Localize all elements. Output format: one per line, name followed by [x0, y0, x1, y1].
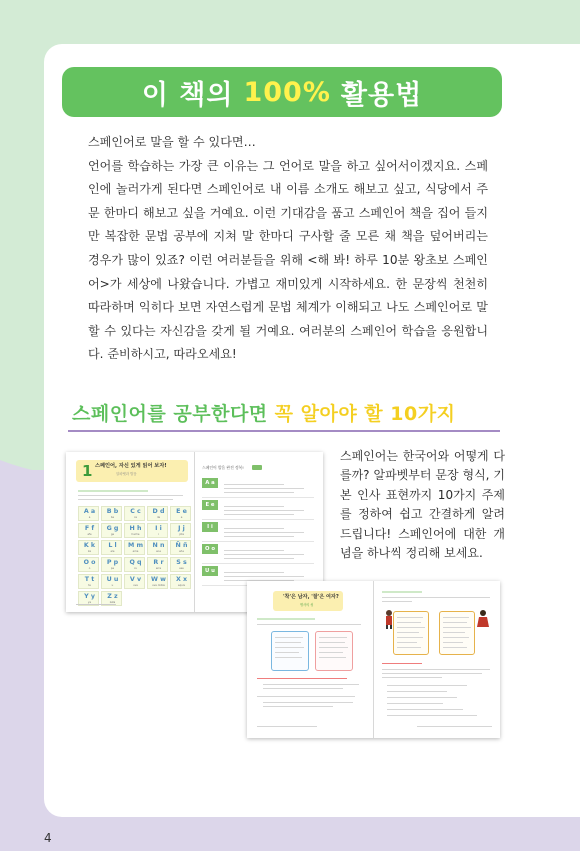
text-line — [275, 642, 301, 643]
alphabet-letter: B b — [106, 508, 119, 515]
title-banner — [62, 67, 502, 117]
alphabet-tile — [170, 540, 191, 555]
text-line — [387, 691, 447, 692]
section-description: 스페인어는 한국어와 어떻게 다를까? 알파벳부터 문장 형식, 기본 인사 표현까지 10가지 주제를 정하여 쉽고 간결하게 알려드립니다! 스페인어에 대한 개념을 하나씩 정리해 보세요. — [340, 449, 505, 561]
alphabet-tile — [147, 523, 168, 538]
alphabet-name: jota — [179, 533, 184, 536]
text-line — [275, 637, 303, 638]
text-line — [397, 632, 419, 633]
alphabet-name: cu — [133, 567, 138, 570]
alphabet-name: ka — [87, 550, 92, 553]
alphabet-letter: Ñ ñ — [175, 542, 188, 549]
vowel-box: I i — [202, 522, 218, 532]
text-line — [397, 637, 423, 638]
alphabet-tile — [124, 557, 145, 572]
alphabet-tile — [101, 523, 122, 538]
text-line — [224, 514, 294, 515]
alphabet-tile — [124, 574, 145, 589]
text-line — [443, 622, 467, 623]
alphabet-letter: U u — [106, 576, 119, 583]
alphabet-letter: I i — [155, 525, 162, 532]
text-line — [263, 702, 353, 703]
vowel-box: O o — [202, 544, 218, 554]
text-line — [397, 647, 421, 648]
text-line — [224, 572, 284, 573]
alphabet-name: a — [88, 516, 91, 519]
lesson-subtitle: 명사의 성 — [300, 603, 314, 607]
text-line — [224, 576, 304, 577]
alphabet-name: uve — [133, 584, 138, 587]
text-line — [257, 624, 361, 625]
vowel-box: A a — [202, 478, 218, 488]
row-divider — [202, 541, 314, 542]
alphabet-letter: F f — [84, 525, 95, 532]
row-divider — [202, 563, 314, 564]
text-line — [443, 632, 465, 633]
alphabet-letter: S s — [176, 559, 187, 566]
alphabet-name: eñe — [179, 550, 184, 553]
alphabet-name: equis — [178, 584, 185, 587]
alphabet-letter: K k — [83, 542, 96, 549]
text-line — [382, 601, 412, 602]
alphabet-tile — [101, 540, 122, 555]
alphabet-tile — [124, 523, 145, 538]
text-line — [224, 492, 294, 493]
section-heading-prefix: 스페인어를 공부한다면 — [72, 402, 268, 425]
alphabet-name: te — [88, 584, 91, 587]
alphabet-tile — [78, 540, 99, 555]
alphabet-tile — [147, 506, 168, 521]
text-line — [397, 642, 417, 643]
text-line — [319, 642, 345, 643]
alphabet-tile — [78, 506, 99, 521]
text-line — [319, 657, 346, 658]
lesson-number: 1 — [82, 462, 93, 480]
alphabet-name: eme — [132, 550, 139, 553]
right-page-header: 스페인어 발음 완전 정복! — [202, 465, 244, 470]
alphabet-tile — [101, 574, 122, 589]
vowel-box: U u — [202, 566, 218, 576]
alphabet-letter: A a — [83, 508, 96, 515]
lesson-title: 스페인어, 자신 있게 읽어 보자! — [95, 463, 167, 469]
text-line — [257, 726, 317, 727]
alphabet-letter: J j — [178, 525, 185, 532]
text-line — [224, 550, 284, 551]
alphabet-letter: R r — [153, 559, 164, 566]
alphabet-letter: O o — [83, 559, 96, 566]
alphabet-letter: W w — [151, 576, 166, 583]
alphabet-letter: P p — [106, 559, 119, 566]
alphabet-name: hache — [131, 533, 140, 536]
title-suffix: 활용법 — [340, 79, 423, 111]
row-divider — [202, 519, 314, 520]
alphabet-tile — [170, 523, 191, 538]
alphabet-tile — [78, 523, 99, 538]
text-line — [275, 657, 302, 658]
text-line — [397, 622, 421, 623]
alphabet-tile — [170, 506, 191, 521]
alphabet-name: uve doble — [152, 584, 165, 587]
alphabet-name: be — [110, 516, 115, 519]
title-accent: 100% — [243, 76, 331, 108]
highlight-line — [257, 678, 347, 679]
alphabet-letter: N n — [152, 542, 165, 549]
text-line — [263, 688, 343, 689]
row-divider — [202, 497, 314, 498]
alphabet-name: ye — [87, 601, 92, 604]
text-line — [275, 652, 299, 653]
text-line — [263, 684, 359, 685]
alphabet-letter: E e — [176, 508, 187, 515]
alphabet-letter: D d — [152, 508, 165, 515]
alphabet-tile — [124, 506, 145, 521]
intro-paragraph: 언어를 학습하는 가장 큰 이유는 그 언어로 말을 하고 싶어서이겠지요. 스페인에 놀러가게 된다면 스페인어로 내 이름 소개도 해보고 싶고, 식당에서 주문 한마디 해보고 싶을 거예요. 이런 기대감을 품고 스페인어 책을 집어 들지만 복잡한 문법 공부에 지쳐 말 한마디 구사할 줄 모른 채 책을 덮어버리는 경우가 많이 있죠? 이런 여러분들을 위해 <해 봐! 하루 10분 왕초보 스페인어>가 세상에 나왔습니다. 가볍고 재미있게 시작하세요. 한 문장씩 천천히 따라하며 익히다 보면 자연스럽게 문법 체계가 이해되고 나도 스페인어로 말할 수 있다는 자신감을 갖게 될 거예요. 여러분의 스페인어 학습을 응원합니다. 준비하시고, 따라오세요! — [88, 158, 488, 362]
alphabet-name: ese — [179, 567, 184, 570]
alphabet-tile — [170, 574, 191, 589]
alphabet-name: ene — [156, 550, 161, 553]
text-line — [382, 677, 442, 678]
page-footer-line — [76, 604, 116, 605]
text-line — [275, 647, 304, 648]
text-line — [224, 532, 304, 533]
header-tag — [252, 465, 262, 470]
lesson-subtitle: 알파벳과 발음 — [116, 472, 137, 476]
alphabet-name: de — [156, 516, 161, 519]
alphabet-tile — [147, 557, 168, 572]
text-line — [257, 618, 315, 620]
alphabet-tile — [78, 557, 99, 572]
text-line — [263, 706, 333, 707]
intro-text — [88, 131, 488, 367]
alphabet-letter: Q q — [129, 559, 142, 566]
alphabet-letter: M m — [127, 542, 144, 549]
page-number: 4 — [44, 831, 52, 845]
text-line — [387, 715, 477, 716]
alphabet-tile — [78, 574, 99, 589]
text-line — [319, 637, 347, 638]
text-line — [382, 669, 490, 670]
text-line — [387, 703, 443, 704]
vowel-box: E e — [202, 500, 218, 510]
alphabet-name: ce — [133, 516, 138, 519]
text-line — [319, 647, 348, 648]
alphabet-letter: V v — [129, 576, 142, 583]
alphabet-letter: C c — [130, 508, 141, 515]
book-gutter — [373, 581, 374, 738]
highlight-line — [382, 663, 422, 664]
alphabet-name: o — [88, 567, 91, 570]
text-line — [257, 696, 355, 697]
text-line — [224, 488, 304, 489]
text-line — [224, 484, 284, 485]
alphabet-tile — [147, 574, 168, 589]
text-line — [443, 647, 467, 648]
text-line — [443, 617, 469, 618]
alphabet-name: i — [158, 533, 159, 536]
book-gutter — [194, 452, 195, 612]
text-line — [387, 685, 467, 686]
alphabet-letter: X x — [175, 576, 188, 583]
alphabet-name: u — [111, 584, 114, 587]
text-line — [382, 591, 422, 593]
text-line — [397, 627, 425, 628]
text-line — [224, 510, 304, 511]
text-line — [443, 627, 471, 628]
alphabet-letter: Z z — [107, 593, 118, 600]
section-divider — [68, 430, 500, 432]
text-line — [224, 558, 294, 559]
book-spread-gender — [247, 581, 500, 738]
text-line — [382, 673, 482, 674]
text-line — [224, 536, 294, 537]
section-heading-accent: 꼭 알아야 할 10가지 — [274, 402, 456, 425]
text-line — [397, 617, 423, 618]
alphabet-name: erre — [155, 567, 162, 570]
text-line — [417, 726, 492, 727]
text-line — [78, 490, 148, 492]
alphabet-tile — [101, 506, 122, 521]
section-heading — [72, 396, 512, 428]
woman-illustration-icon — [477, 609, 489, 629]
text-line — [382, 597, 490, 598]
alphabet-tile — [124, 540, 145, 555]
alphabet-letter: Y y — [84, 593, 95, 600]
text-line — [443, 637, 469, 638]
alphabet-letter: L l — [108, 542, 117, 549]
text-line — [387, 709, 463, 710]
text-line — [443, 642, 463, 643]
alphabet-letter: T t — [84, 576, 95, 583]
man-illustration-icon — [383, 609, 395, 629]
alphabet-name: ge — [110, 533, 115, 536]
text-line — [224, 528, 284, 529]
text-line — [78, 495, 183, 496]
alphabet-name: ele — [110, 550, 115, 553]
alphabet-name: efe — [87, 533, 92, 536]
alphabet-name: pe — [110, 567, 115, 570]
alphabet-letter: H h — [129, 525, 142, 532]
intro-line-1: 스페인어로 말을 할 수 있다면… — [88, 135, 256, 149]
text-line — [387, 697, 457, 698]
title-prefix: 이 책의 — [141, 79, 234, 111]
alphabet-tile — [170, 557, 191, 572]
alphabet-name: e — [180, 516, 183, 519]
text-line — [319, 652, 343, 653]
alphabet-letter: G g — [106, 525, 119, 532]
text-line — [224, 554, 304, 555]
text-line — [78, 499, 173, 500]
lesson-title: '착'은 남자, '잘'은 여자? — [283, 594, 339, 600]
text-line — [224, 506, 284, 507]
alphabet-tile — [147, 540, 168, 555]
alphabet-name: zeta — [109, 601, 116, 604]
alphabet-tile — [101, 557, 122, 572]
